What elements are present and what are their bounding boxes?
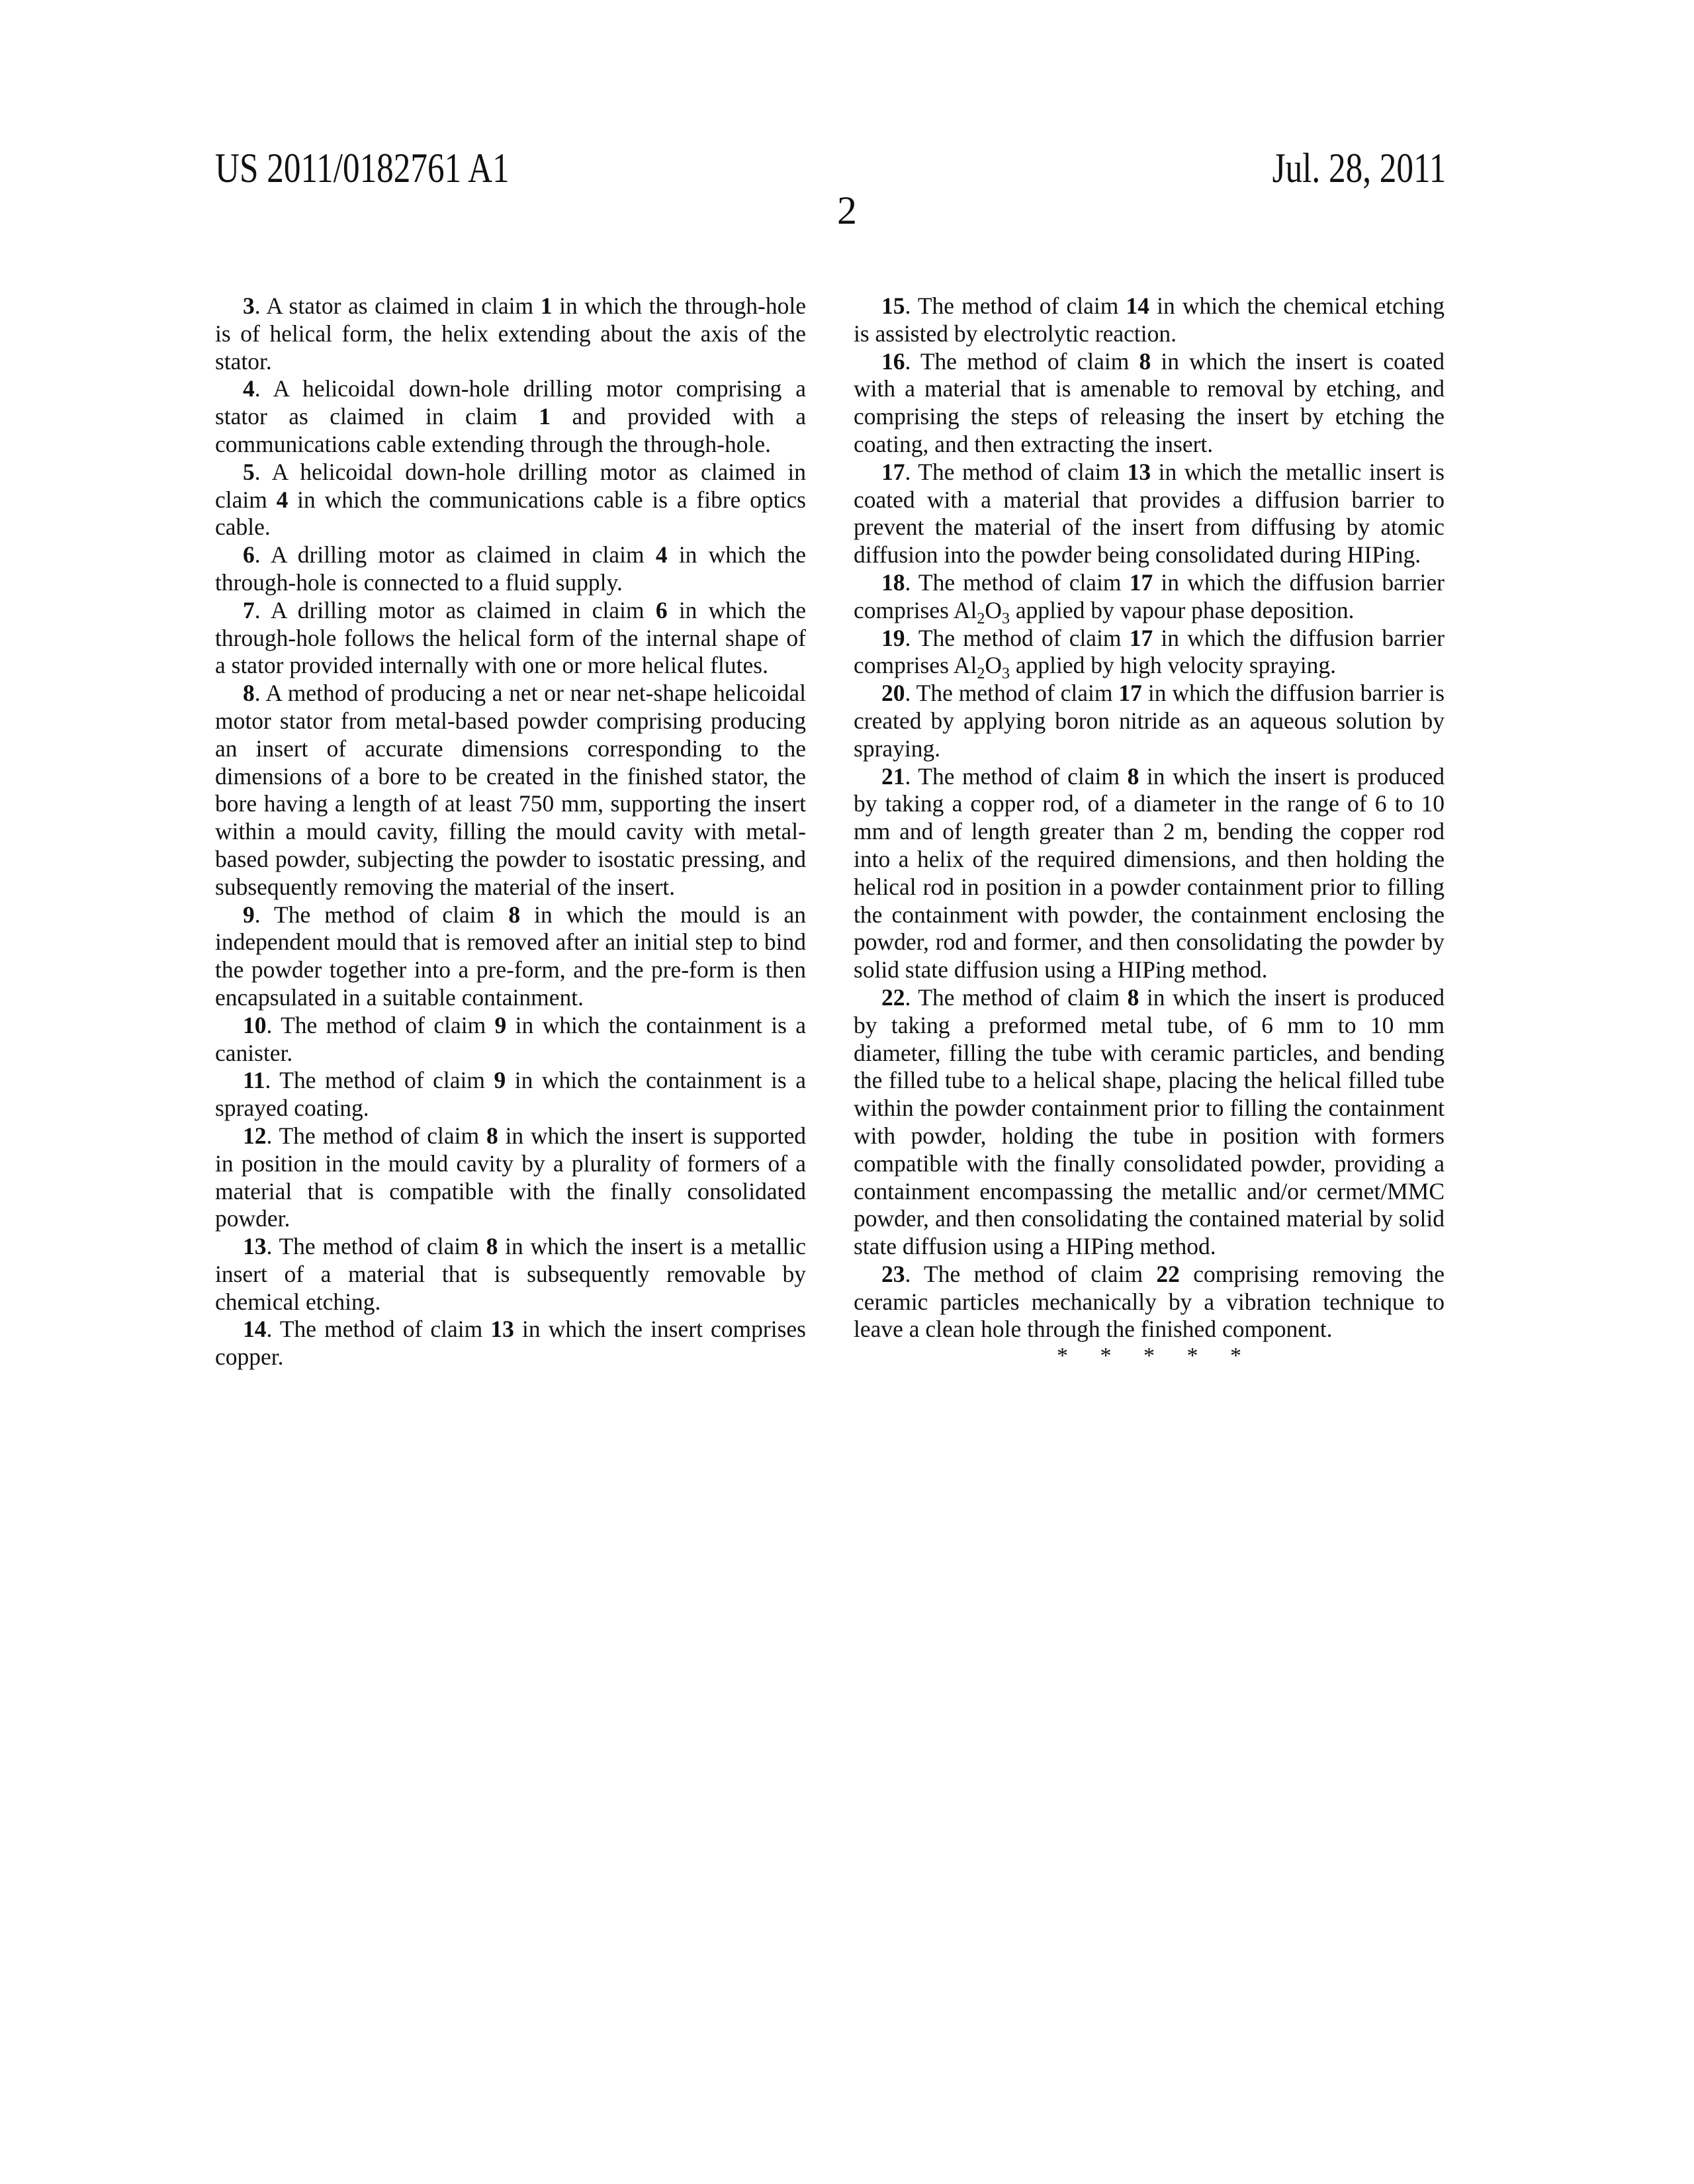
- claim: 16. The method of claim 8 in which the insert is coated with a material that is amenable to removal by etching, and comprising the steps of releasing the insert by etching the coating, and then extracting the insert.: [854, 348, 1445, 459]
- claim: 3. A stator as claimed in claim 1 in which the through-hole is of helical form, the helix extending about the axis of the stator.: [215, 293, 806, 375]
- claim: 18. The method of claim 17 in which the diffusion barrier comprises Al2O3 applied by vapour phase deposition.: [854, 569, 1445, 625]
- claim-number-ref: 1: [541, 293, 553, 319]
- claim-number-ref: 8: [1128, 763, 1139, 790]
- claim: 9. The method of claim 8 in which the mould is an independent mould that is removed after an initial step to bind the powder together into a pre-form, and the pre-form is then encapsulated in a suitable containment.: [215, 901, 806, 1012]
- claim-number-ref: 13: [243, 1233, 267, 1259]
- claim: 12. The method of claim 8 in which the insert is supported in position in the mould cavity by a plurality of formers of a material that is compatible with the finally consolidated powder.: [215, 1122, 806, 1233]
- claims-column-left: [215, 293, 806, 1371]
- claim: 19. The method of claim 17 in which the diffusion barrier comprises Al2O3 applied by high velocity spraying.: [854, 625, 1445, 680]
- claim: 8. A method of producing a net or near net-shape helicoidal motor stator from metal-based powder comprising producing an insert of accurate dimensions corresponding to the dimensions of a bore to be created in the finished stator, the bore having a length of at least 750 mm, supporting the insert within a mould cavity, filling the mould cavity with metal-based powder, subjecting the powder to isostatic pressing, and subsequently removing the material of the insert.: [215, 680, 806, 901]
- claim-number-ref: 13: [1128, 459, 1151, 485]
- claim-number-ref: 17: [881, 459, 905, 485]
- claim-number-ref: 16: [881, 348, 905, 375]
- claim-number-ref: 9: [495, 1012, 507, 1038]
- claim: 21. The method of claim 8 in which the insert is produced by taking a copper rod, of a diameter in the range of 6 to 10 mm and of length greater than 2 m, bending the copper rod into a helix of the required dimensions, and then holding the helical rod in position in a powder containment prior to filling the containment with powder, the containment enclosing the powder, rod and former, and then consolidating the powder by solid state diffusion using a HIPing method.: [854, 763, 1445, 984]
- claim-number-ref: 23: [881, 1261, 905, 1287]
- claim-number-ref: 17: [1130, 625, 1153, 651]
- claim-number-ref: 12: [243, 1122, 267, 1149]
- claim-number-ref: 22: [881, 984, 905, 1011]
- claim-number-ref: 7: [243, 597, 255, 623]
- claim: 15. The method of claim 14 in which the chemical etching is assisted by electrolytic reaction.: [854, 293, 1445, 348]
- claim: 6. A drilling motor as claimed in claim 4 in which the through-hole is connected to a fluid supply.: [215, 541, 806, 597]
- claim-number-ref: 8: [486, 1122, 498, 1149]
- claim-number-ref: 8: [486, 1233, 498, 1259]
- claim: 7. A drilling motor as claimed in claim 6 in which the through-hole follows the helical form of the internal shape of a stator provided internally with one or more helical flutes.: [215, 597, 806, 680]
- claim-number-ref: 6: [243, 541, 255, 568]
- claim-number-ref: 9: [494, 1067, 506, 1093]
- subscript: 3: [1002, 665, 1010, 682]
- subscript: 3: [1002, 610, 1010, 627]
- claim-number-ref: 8: [508, 901, 520, 928]
- claim-number-ref: 17: [1130, 569, 1153, 596]
- claim-number-ref: 22: [1156, 1261, 1180, 1287]
- claim-number-ref: 3: [243, 293, 255, 319]
- claim-number-ref: 17: [1118, 680, 1142, 706]
- claim-number-ref: 8: [243, 680, 255, 706]
- page-number: 2: [0, 191, 1694, 230]
- claim-number-ref: 6: [656, 597, 668, 623]
- claim-number-ref: 13: [490, 1316, 514, 1342]
- subscript: 2: [977, 610, 985, 627]
- claim-number-ref: 4: [277, 486, 289, 513]
- claim: 22. The method of claim 8 in which the insert is produced by taking a preformed metal tube, of 6 mm to 10 mm diameter, filling the tube with ceramic particles, and bending the filled tube to a helical shape, placing the helical filled tube within the powder containment prior to filling the containment with powder, holding the tube in position with formers compatible with the finally consolidated powder, providing a containment encompassing the metallic and/or cermet/MMC powder, and then consolidating the contained material by solid state diffusion using a HIPing method.: [854, 984, 1445, 1261]
- claim: 17. The method of claim 13 in which the metallic insert is coated with a material that provides a diffusion barrier to prevent the material of the insert from diffusing by atomic diffusion into the powder being consolidated during HIPing.: [854, 459, 1445, 569]
- claim-number-ref: 4: [656, 541, 668, 568]
- claim-number-ref: 11: [243, 1067, 265, 1093]
- claim-number-ref: 5: [243, 459, 255, 485]
- claim: 4. A helicoidal down-hole drilling motor comprising a stator as claimed in claim 1 and provided with a communications cable extending through the through-hole.: [215, 375, 806, 458]
- claim: 14. The method of claim 13 in which the insert comprises copper.: [215, 1316, 806, 1371]
- claim-number-ref: 9: [243, 901, 255, 928]
- claim: 13. The method of claim 8 in which the insert is a metallic insert of a material that is subsequently removable by chemical etching.: [215, 1233, 806, 1316]
- claim: 23. The method of claim 22 comprising removing the ceramic particles mechanically by a vibration technique to leave a clean hole through the finished component.: [854, 1261, 1445, 1343]
- claims-column-right: [854, 293, 1445, 1343]
- claim: 20. The method of claim 17 in which the diffusion barrier is created by applying boron nitride as an aqueous solution by spraying.: [854, 680, 1445, 762]
- claim-number-ref: 4: [243, 375, 255, 402]
- claim-number-ref: 21: [881, 763, 905, 790]
- claim-number-ref: 19: [881, 625, 905, 651]
- end-of-claims-marker: * * * * *: [854, 1343, 1445, 1369]
- claim-number-ref: 20: [881, 680, 905, 706]
- subscript: 2: [977, 665, 985, 682]
- claim: 11. The method of claim 9 in which the containment is a sprayed coating.: [215, 1067, 806, 1122]
- publication-date: Jul. 28, 2011: [1272, 147, 1446, 189]
- claim-number-ref: 14: [243, 1316, 267, 1342]
- claim-number-ref: 18: [881, 569, 905, 596]
- publication-number: US 2011/0182761 A1: [215, 147, 510, 189]
- claim-number-ref: 14: [1126, 293, 1149, 319]
- claim-number-ref: 1: [539, 403, 551, 430]
- claim-number-ref: 15: [881, 293, 905, 319]
- claim: 10. The method of claim 9 in which the containment is a canister.: [215, 1012, 806, 1068]
- claim-number-ref: 10: [243, 1012, 267, 1038]
- claim-number-ref: 8: [1128, 984, 1139, 1011]
- claim-number-ref: 8: [1139, 348, 1151, 375]
- claim: 5. A helicoidal down-hole drilling motor as claimed in claim 4 in which the communications cable is a fibre optics cable.: [215, 459, 806, 541]
